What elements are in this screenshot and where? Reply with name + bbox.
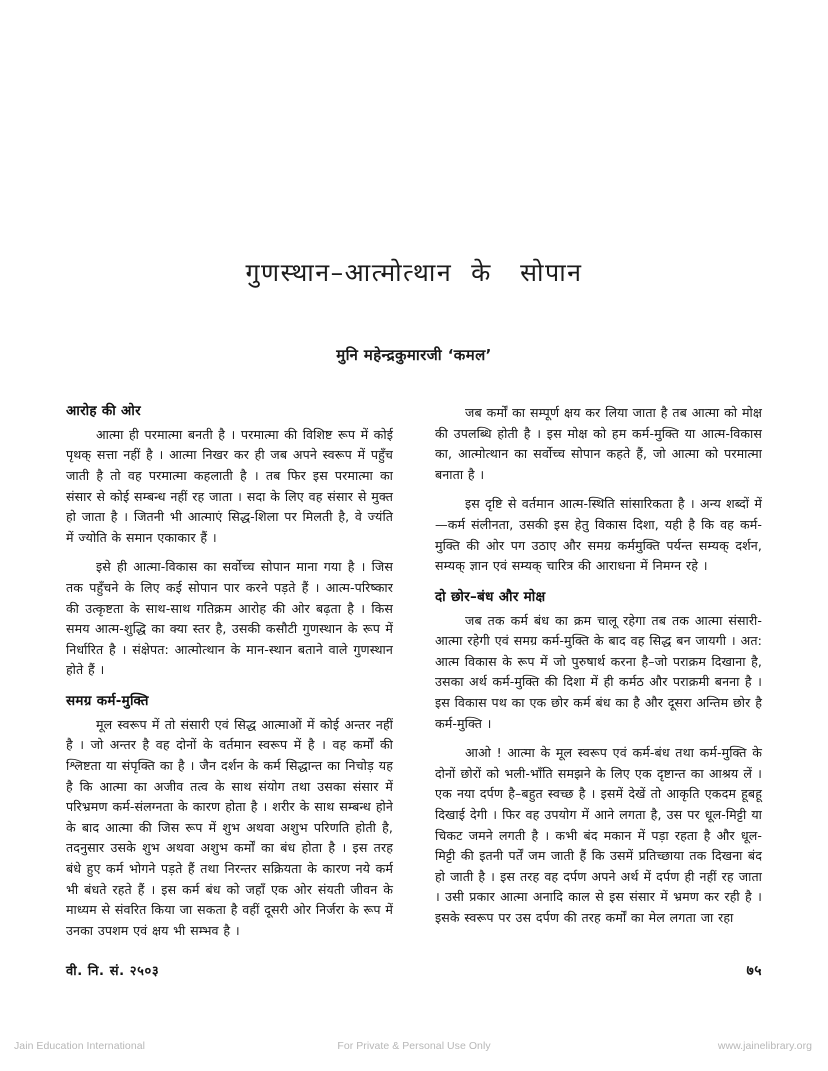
body-columns <box>66 403 762 955</box>
paragraph: इसे ही आत्मा-विकास का सर्वोच्च सोपान माना गया है । जिस तक पहुँचने के लिए कई सोपान पार करने पड़ते हैं । आत्म-परिष्कार की उत्कृष्टता के साथ-साथ गतिक्रम आरोह की ओर बढ़ता है । किस समय आत्म-शुद्धि का क्या स्तर है, उसकी कसौटी गुणस्थान के रूप में निर्धारित है । संक्षेपत: आत्मोत्थान के मान-स्थान बताने वाले गुणस्थान होते हैं । <box>66 559 393 678</box>
watermark-inner <box>0 1026 828 1071</box>
paragraph: इस दृष्टि से वर्तमान आत्म-स्थिति सांसारिकता है । अन्य शब्दों में—कर्म संलीनता, उसकी इस हेतु विकास दिशा, यही है कि वह कर्म-मुक्ति की ओर पग उठाए और समग्र कर्ममुक्ति पर्यन्त सम्यक् दर्शन, सम्यक् ज्ञान एवं सम्यक् चारित्र की आराधना में निमग्न रहे । <box>435 496 762 574</box>
paragraph: जब कर्मों का सम्पूर्ण क्षय कर लिया जाता है तब आत्मा को मोक्ष की उपलब्धि होती है । इस मोक्ष को हम कर्म-मुक्ति या आत्म-विकास का, आत्मोत्थान का सर्वोच्च सोपान कहते हैं, जो आत्मा को परमात्मा बनाता है । <box>435 405 762 482</box>
footer-era-label: वी. नि. सं. २५०३ <box>66 964 160 979</box>
title-block <box>0 258 828 288</box>
watermark-bar <box>0 1026 828 1071</box>
paragraph: आओ ! आत्मा के मूल स्वरूप एवं कर्म-बंध तथा कर्म-मुक्ति के दोनों छोरों को भली-भाँति समझने के लिए एक दृष्टान्त का आश्रय लें । एक नया दर्पण है–बहुत स्वच्छ है । इसमें देखें तो आकृति एकदम हूबहू दिखाई देगी । फिर वह उपयोग में आने लगता है, उस पर धूल-मिट्टी या चिकट जमने लगती है । कभी बंद मकान में पड़ा रहता है और धूल-मिट्टी की इतनी पर्तें जम जाती हैं कि उसमें प्रतिच्छाया तक दिखना बंद हो जाती है । इस तरह वह दर्पण अपने अर्थ में दर्पण ही नहीं रह जाता । उसी प्रकार आत्मा अनादि काल से इस संसार में भ्रमण कर रही है । इसके स्वरूप पर उस दर्पण की तरह कर्मों का मेल लगता जा रहा <box>435 745 762 925</box>
paragraph: जब तक कर्म बंध का क्रम चालू रहेगा तब तक आत्मा संसारी-आत्मा रहेगी एवं समग्र कर्म-मुक्ति के बाद वह सिद्ध बन जायगी । अत: आत्म विकास के रूप में जो पुरुषार्थ करना है–जो पराक्रम दिखाना है, उसका अर्थ कर्म-मुक्ति की दिशा में ही कर्मठ और पराक्रमी बनना है । इस विकास पथ का एक छोर कर्म बंध का है और दूसरा अन्तिम छोर है कर्म-मुक्ति । <box>435 612 762 731</box>
watermark-organization: Jain Education International <box>14 1040 145 1052</box>
page-footer <box>66 961 762 980</box>
right-column <box>435 403 762 955</box>
left-column <box>66 403 393 955</box>
paragraph: मूल स्वरूप में तो संसारी एवं सिद्ध आत्माओं में कोई अन्तर नहीं है । जो अन्तर है वह दोनों के वर्तमान स्वरूप में है । वह कर्मों की श्लिष्टता या संपृक्ति का है । जैन दर्शन के कर्म सिद्धान्त का निचोड़ यह है कि आत्मा का अजीव तत्व के साथ संयोग तथा उसका संसार में परिभ्रमण कर्म-संलग्नता के कारण होता है । शरीर के साथ सम्बन्ध होने के बाद आत्मा की जिस रूप में शुभ अथवा अशुभ परिणति होती है, तदनुसार उसके शुभ अथवा अशुभ कर्मों का बंध होता है । इस तरह बंधे हुए कर्म भोगने पड़ते हैं तथा निरन्तर सक्रियता के कारण नये कर्म भी बंधते रहते हैं । इस कर्म बंध को जहाँ एक ओर संयती जीवन के माध्यम से संवरित किया जा सकता है वहीं दूसरी ओर निर्जरा के रूप में उनका उपशम एवं क्षय भी सम्भव है । <box>66 716 393 938</box>
page-number: ७५ <box>746 963 762 979</box>
author-block <box>0 345 828 365</box>
page-title: गुणस्थान–आत्मोत्थान के सोपान <box>245 258 583 287</box>
paragraph: आत्मा ही परमात्मा बनती है । परमात्मा की विशिष्ट रूप में कोई पृथक् सत्ता नहीं है । आत्मा निखर कर ही जब अपने स्वरूप में पहुँच जाती है तो वह परमात्मा कहलाती है । तब फिर इस परमात्मा का संसार से कोई सम्बन्ध नहीं रह जाता । सदा के लिए वह संसार से मुक्त हो जाता है । जितनी भी आत्माएं सिद्ध-शिला पर मिलती है, वे ज्यंति में ज्योति के समान एकाकार हैं । <box>66 426 393 545</box>
watermark-website-url: www.jainelibrary.org <box>717 1040 812 1052</box>
watermark-usage-notice: For Private & Personal Use Only <box>337 1040 491 1052</box>
section-heading-do-chhor-bandh-aur-moksh: दो छोर–बंध और मोक्ष <box>435 588 546 605</box>
author-byline: मुनि महेन्द्रकुमारजी ‘कमल’ <box>336 346 492 364</box>
section-heading-samagra-karma-mukti: समग्र कर्म-मुक्ति <box>66 693 149 709</box>
section-heading-aroh-ki-or: आरोह की ओर <box>66 403 141 419</box>
